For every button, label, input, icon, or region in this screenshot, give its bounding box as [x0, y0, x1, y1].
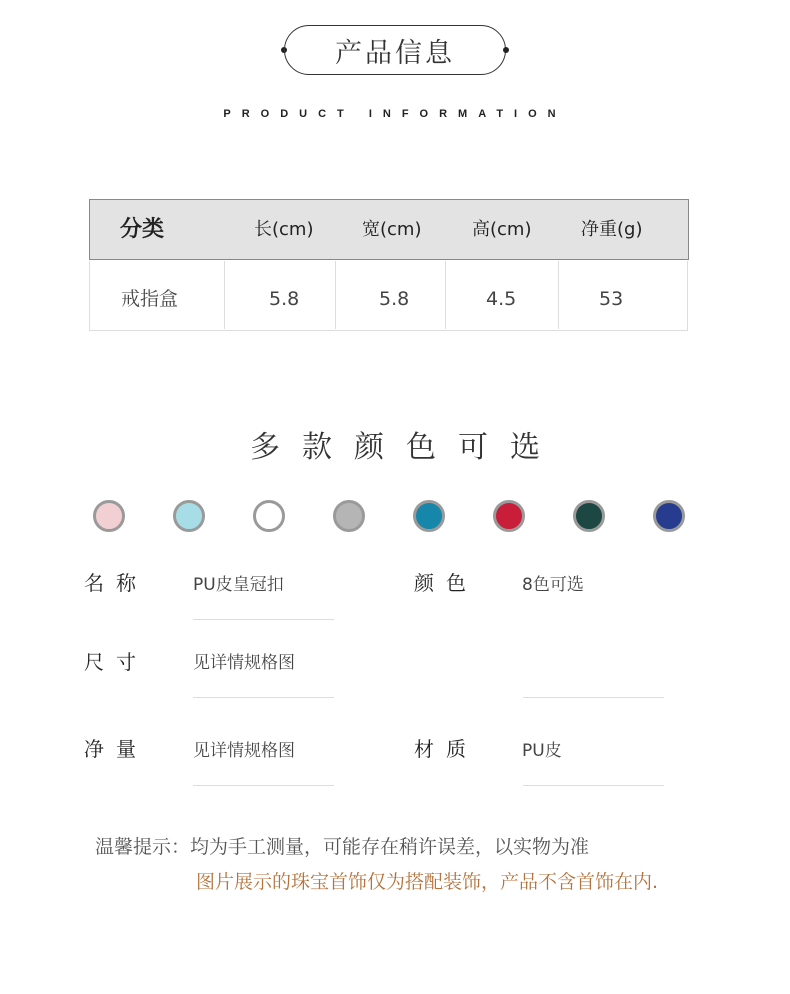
note-line-1: 温馨提示：均为手工测量，可能存在稍许误差，以实物为准: [95, 836, 590, 858]
name-value: PU皮皇冠扣: [193, 575, 284, 595]
cell-divider: [335, 261, 336, 329]
cell-height: 4.5: [486, 288, 517, 310]
name-underline: [193, 619, 334, 620]
cell-divider: [224, 261, 225, 329]
color-value: 8色可选: [522, 575, 584, 595]
cell-divider: [558, 261, 559, 329]
swatch-red: [493, 500, 525, 532]
swatch-light-blue: [173, 500, 205, 532]
material-underline: [523, 785, 664, 786]
weight-value: 见详情规格图: [193, 741, 295, 761]
swatch-dark-green: [573, 500, 605, 532]
header-weight: 净重(g): [581, 219, 643, 240]
color-label: 颜色: [414, 571, 478, 595]
cell-length: 5.8: [269, 288, 300, 310]
swatch-teal: [413, 500, 445, 532]
header-length: 长(cm): [254, 219, 314, 240]
weight-label: 净量: [84, 737, 148, 761]
material-value: PU皮: [522, 741, 562, 761]
size-underline: [193, 697, 334, 698]
note-line-2: 图片展示的珠宝首饰仅为搭配装饰，产品不含首饰在内.: [196, 871, 659, 893]
size-label: 尺寸: [84, 650, 148, 674]
right-dot: [503, 47, 509, 53]
header-height: 高(cm): [472, 219, 532, 240]
spec-table-header: [89, 199, 689, 260]
page-title: 产品信息: [284, 25, 506, 75]
swatch-gray: [333, 500, 365, 532]
material-label: 材质: [414, 737, 478, 761]
swatch-white: [253, 500, 285, 532]
spec-table-row: [89, 261, 688, 331]
color-underline: [523, 697, 664, 698]
size-value: 见详情规格图: [193, 653, 295, 673]
header-width: 宽(cm): [362, 219, 422, 240]
cell-width: 5.8: [379, 288, 410, 310]
cell-weight: 53: [599, 288, 624, 310]
swatch-pink: [93, 500, 125, 532]
cell-divider: [445, 261, 446, 329]
colors-title: 多款颜色可选: [250, 430, 562, 465]
page-subtitle: PRODUCT INFORMATION: [223, 108, 567, 120]
weight-underline: [193, 785, 334, 786]
header-category: 分类: [120, 217, 165, 242]
name-label: 名称: [84, 571, 148, 595]
cell-category: 戒指盒: [121, 288, 179, 310]
swatch-navy: [653, 500, 685, 532]
